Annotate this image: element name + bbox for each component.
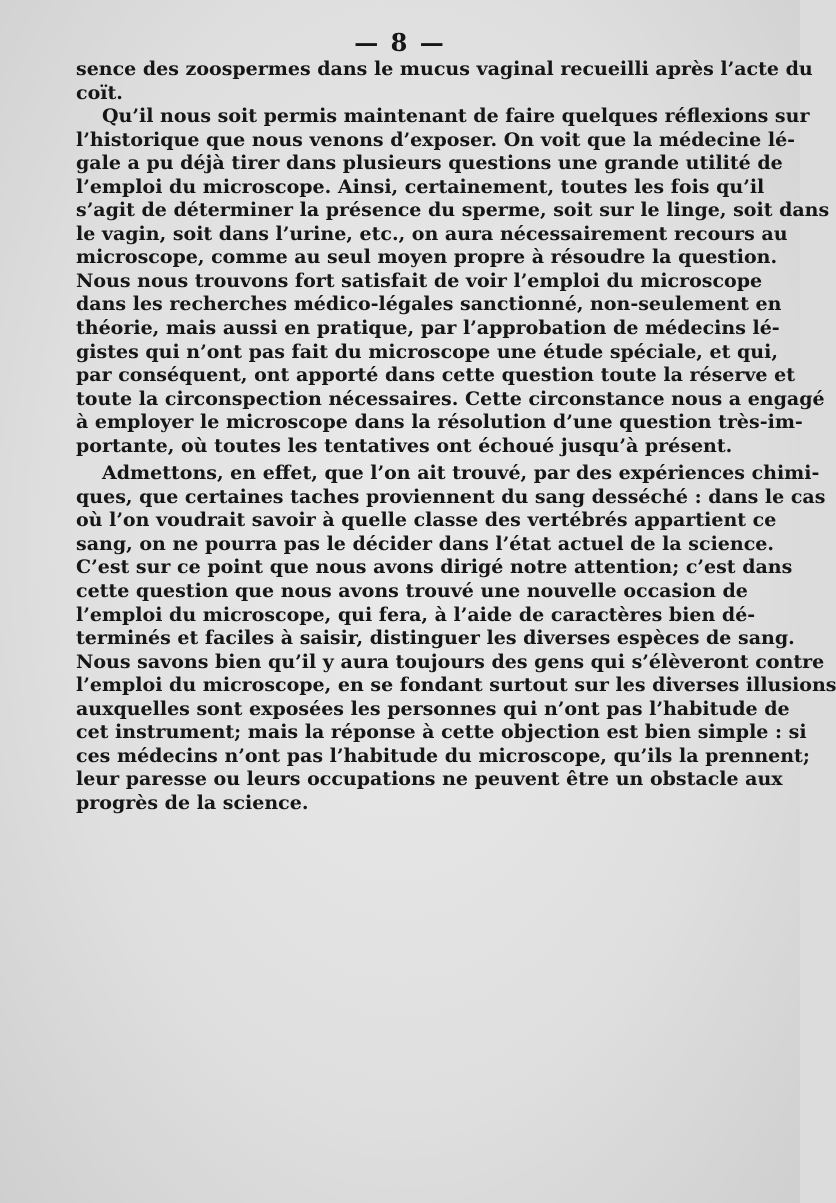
text-line: cette question que nous avons trouvé une nouvelle occasion de: [76, 580, 748, 603]
text-line: ces médecins n’ont pas l’habitude du microscope, qu’ils la prennent;: [76, 744, 810, 767]
text-line: Nous nous trouvons fort satisfait de voir l’emploi du microscope: [76, 269, 763, 292]
text-line: l’emploi du microscope, qui fera, à l’aide de caractères bien dé-: [76, 603, 756, 626]
body-text: [76, 58, 836, 816]
text-line: terminés et faciles à saisir, distinguer les diverses espèces de sang.: [76, 627, 795, 650]
text-line: théorie, mais aussi en pratique, par l’approbation de médecins lé-: [76, 317, 780, 340]
text-line: C’est sur ce point que nous avons dirigé notre attention; c’est dans: [76, 556, 793, 579]
text-line: l’emploi du microscope. Ainsi, certainement, toutes les fois qu’il: [76, 175, 765, 198]
text-line: s’agit de déterminer la présence du sperme, soit sur le linge, soit dans: [76, 199, 830, 222]
text-line: leur paresse ou leurs occupations ne peuvent être un obstacle aux: [76, 768, 783, 791]
text-line: par conséquent, ont apporté dans cette question toute la réserve et: [76, 364, 795, 387]
text-line: le vagin, soit dans l’urine, etc., on aura nécessairement recours au: [76, 222, 788, 245]
text-line: coït.: [76, 81, 123, 104]
text-line: ques, que certaines taches proviennent du sang desséché : dans le cas: [76, 485, 826, 508]
text-line: Nous savons bien qu’il y aura toujours des gens qui s’élèveront contre: [76, 650, 825, 673]
text-line: l’historique que nous venons d’exposer. On voit que la médecine lé-: [76, 128, 796, 151]
text-line: gale a pu déjà tirer dans plusieurs questions une grande utilité de: [76, 152, 783, 175]
text-line: cet instrument; mais la réponse à cette objection est bien simple : si: [76, 721, 807, 744]
text-line: sence des zoospermes dans le mucus vaginal recueilli après l’acte du: [76, 58, 813, 80]
text-line: toute la circonspection nécessaires. Cette circonstance nous a engagé: [76, 387, 825, 410]
text-line: à employer le microscope dans la résolution d’une question très-im-: [76, 411, 803, 434]
text-line: Qu’il nous soit permis maintenant de faire quelques réflexions sur: [102, 105, 810, 128]
text-line: dans les recherches médico-légales sanctionné, non-seulement en: [76, 293, 782, 316]
text-line: l’emploi du microscope, en se fondant surtout sur les diverses illusions: [76, 674, 836, 697]
text-line: auxquelles sont exposées les personnes qui n’ont pas l’habitude de: [76, 697, 790, 720]
text-line: Admettons, en effet, que l’on ait trouvé, par des expériences chimi-: [102, 462, 820, 485]
text-line: progrès de la science.: [76, 791, 309, 814]
text-line: où l’on voudrait savoir à quelle classe des vertébrés appartient ce: [76, 509, 777, 532]
text-line: sang, on ne pourra pas le décider dans l’état actuel de la science.: [76, 532, 774, 555]
text-line: microscope, comme au seul moyen propre à résoudre la question.: [76, 246, 778, 269]
text-line: portante, où toutes les tentatives ont échoué jusqu’à présent.: [76, 434, 733, 457]
page-number: — 8 —: [354, 28, 446, 57]
text-line: gistes qui n’ont pas fait du microscope une étude spéciale, et qui,: [76, 340, 778, 363]
